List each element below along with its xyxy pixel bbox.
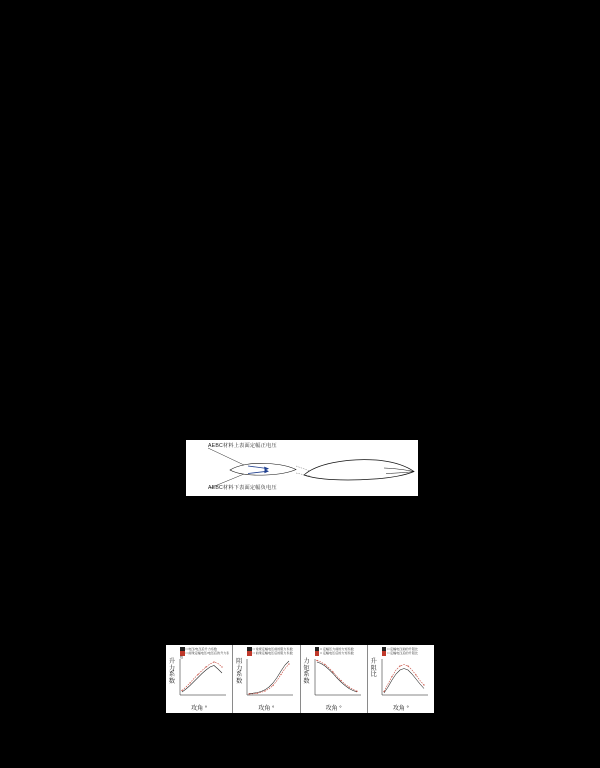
panel-y-axis-label: 升力系数 (168, 658, 176, 685)
drag-coefficient-plot (243, 657, 295, 701)
legend-swatch-before (315, 647, 320, 652)
legend-label-after: □ 前缘定幅电压/电压后的升力系数 (180, 651, 230, 660)
legend-label-after: □ 前缘定幅电压后的阻力系数 (252, 651, 293, 656)
legend-label-after: □ 定幅电压后的力矩系数 (320, 651, 354, 656)
legend-label-before: □ 定幅压力前的力矩系数 (320, 646, 354, 651)
panel-legend-note (315, 647, 365, 657)
panel-legend-note (382, 647, 432, 657)
panel-drag-coefficient (233, 645, 300, 713)
legend-label-before: □ 电压/电压后升力系数 (185, 646, 218, 651)
figure-electrode-diagram (186, 440, 418, 496)
panel-y-axis-label: 力矩系数 (303, 658, 310, 685)
electrode-caption-top: AEBC材料上表面定幅正电压 (208, 443, 277, 449)
panel-y-axis-label: 升阻比 (370, 658, 377, 678)
panel-x-axis-label: 攻角 ° (325, 706, 342, 712)
legend-label-before: □ 定幅电压前的升阻比 (387, 646, 418, 651)
panel-lift-drag-ratio (368, 645, 434, 713)
panel-moment-coefficient (301, 645, 368, 713)
panel-legend-note (247, 647, 297, 657)
legend-swatch-before (180, 647, 185, 652)
lift-coefficient-plot (176, 657, 228, 701)
airfoil-svg (186, 440, 418, 496)
legend-swatch-after (382, 651, 387, 656)
moment-coefficient-plot (311, 657, 363, 701)
legend-swatch-after (315, 651, 320, 656)
panel-lift-coefficient (166, 645, 233, 713)
electrode-caption-bottom: AEBC材料下表面定幅负电压 (208, 485, 277, 491)
panel-x-axis-label: 攻角 ° (392, 706, 409, 712)
legend-swatch-before (382, 647, 387, 652)
panel-x-axis-label: 攻角 ° (191, 706, 208, 712)
figure-four-panels (166, 645, 434, 713)
legend-swatch-before (247, 647, 252, 652)
panel-y-axis-label: 阻力系数 (236, 658, 243, 685)
lift-drag-ratio-plot (378, 657, 430, 701)
legend-label-after: □ 定幅电压后的升阻比 (387, 651, 418, 656)
panel-x-axis-label: 攻角 ° (258, 706, 275, 712)
legend-swatch-after (247, 651, 252, 656)
legend-label-before: □ 常规定幅电压前的阻力系数 (252, 646, 293, 651)
